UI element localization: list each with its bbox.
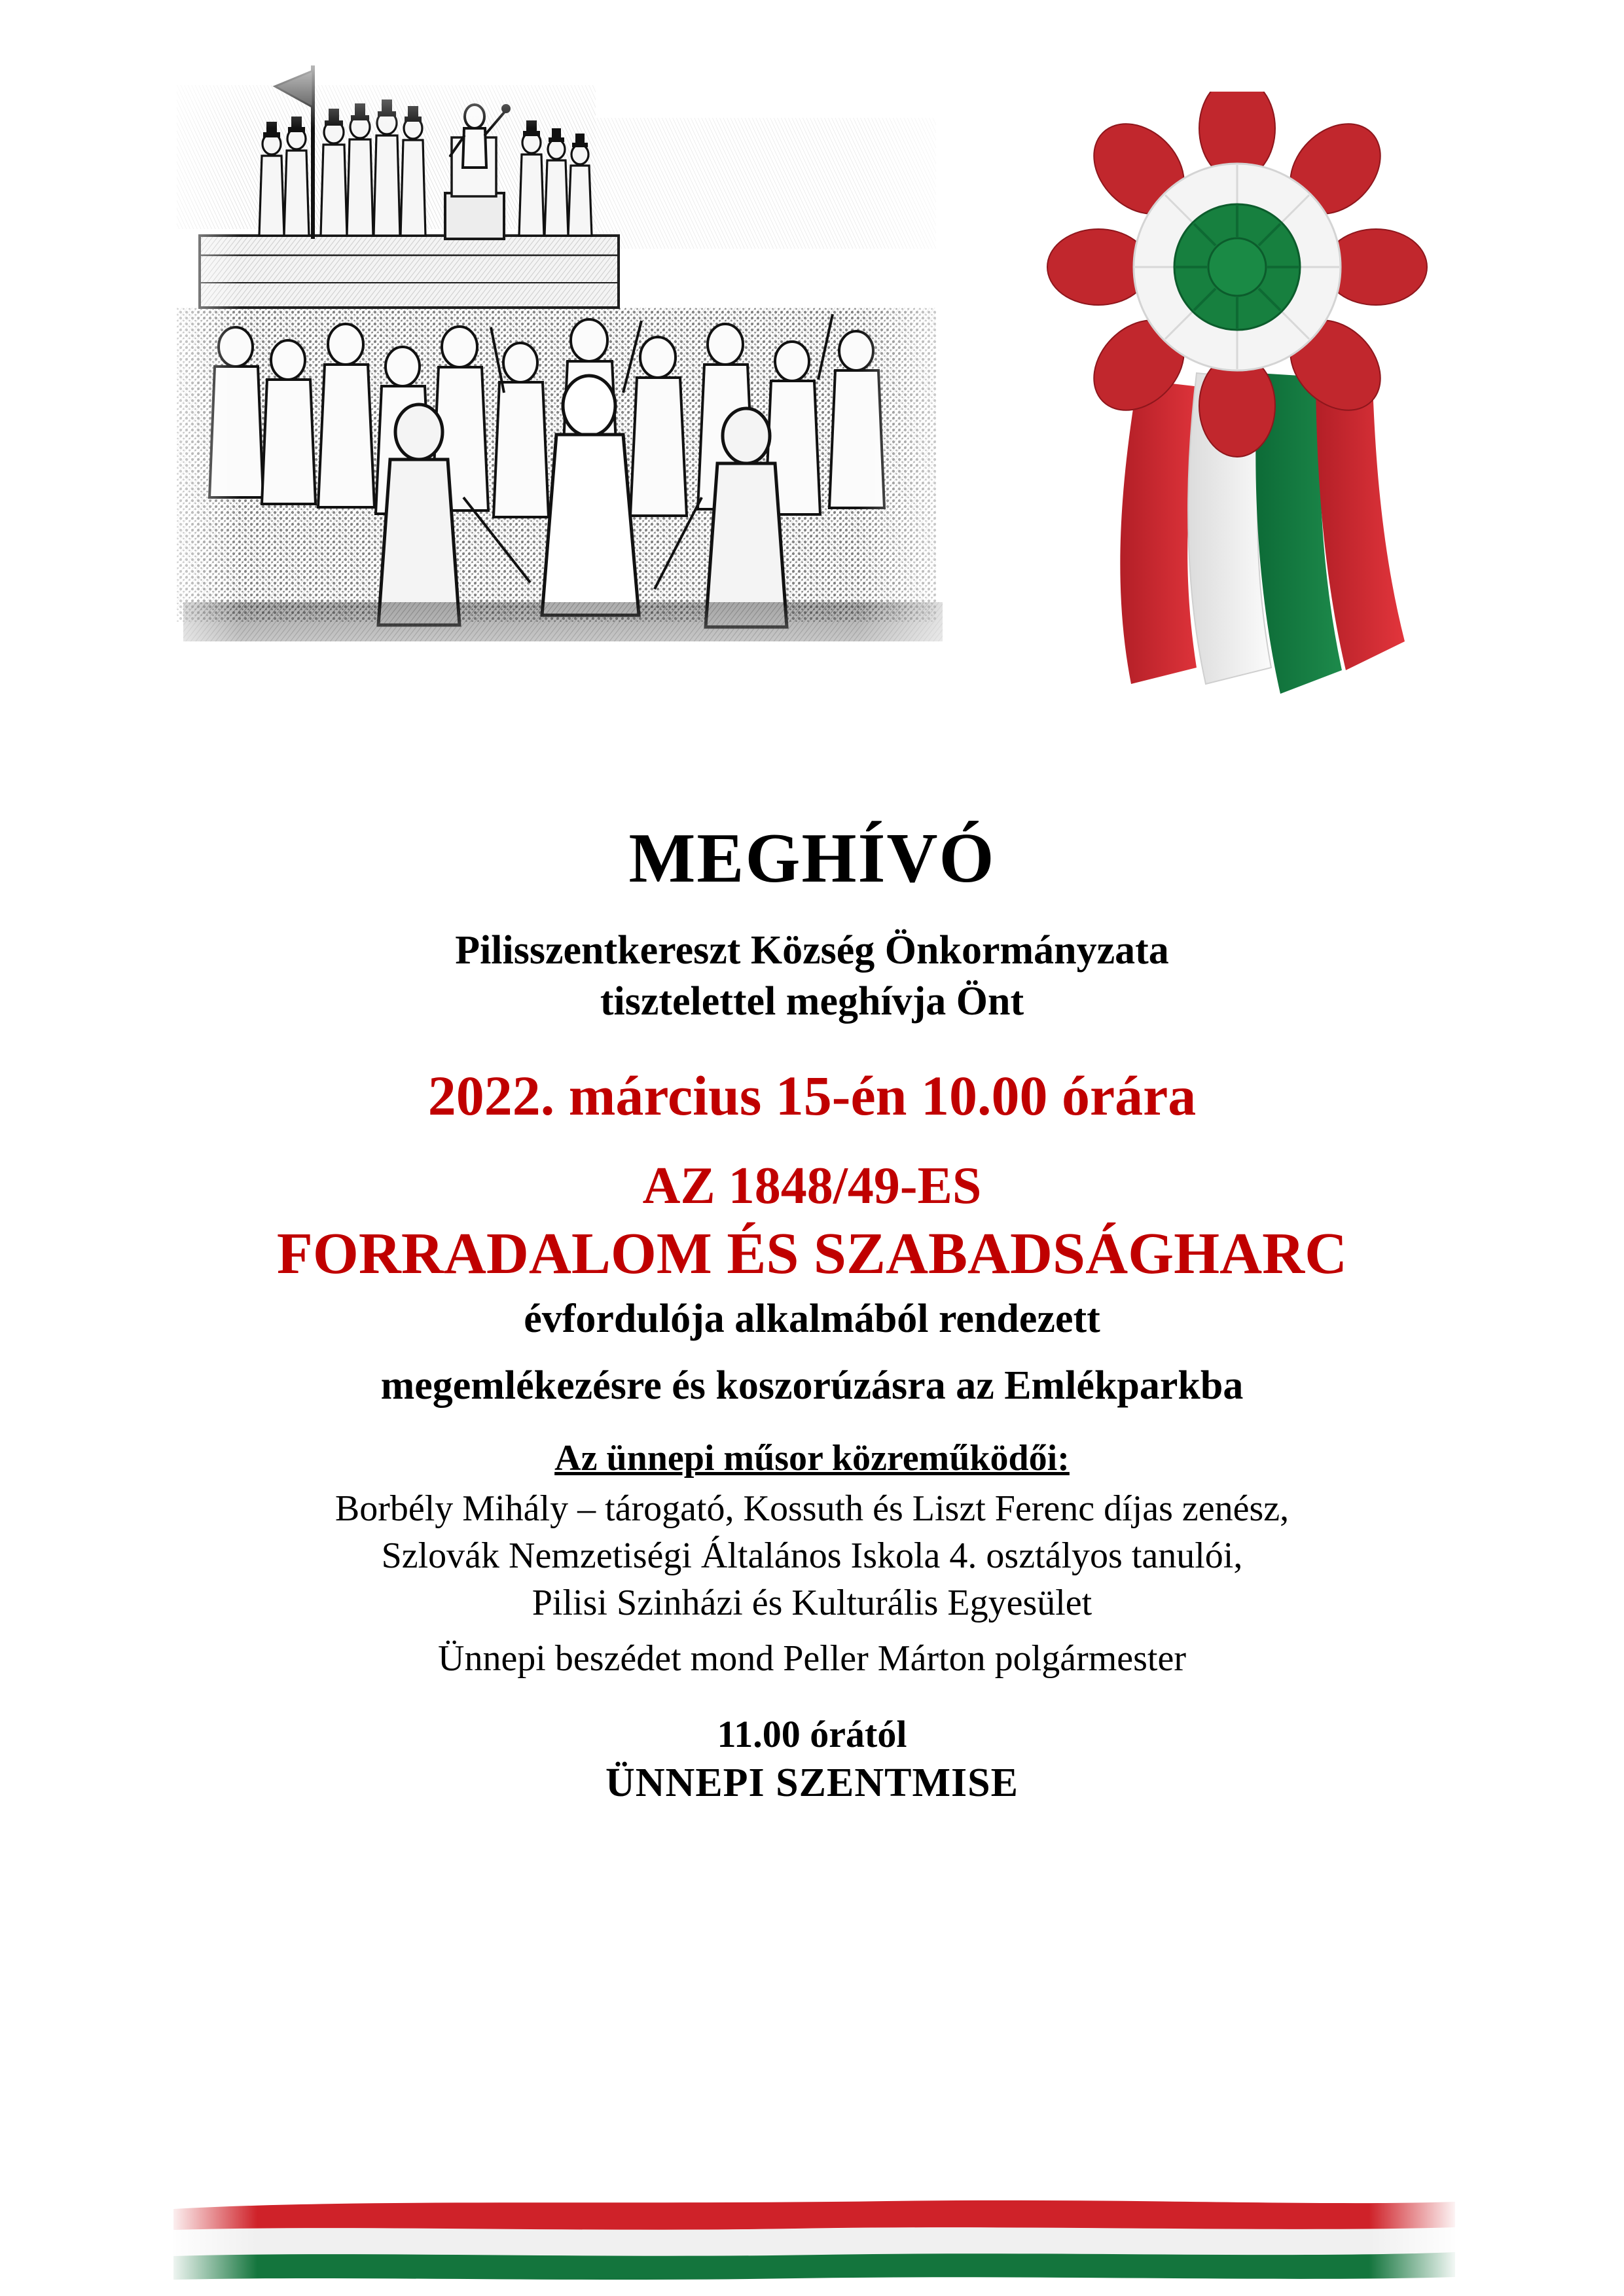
performer-line-3: Pilisi Szinházi és Kulturális Egyesület [532,1582,1092,1623]
event-title-line2: FORRADALOM ÉS SZABADSÁGHARC [276,1221,1348,1286]
performer-line-2: Szlovák Nemzetiségi Általános Iskola 4. osztályos tanulói, [381,1535,1243,1577]
cockade-illustration [1021,92,1440,759]
engraving-illustration [137,39,995,726]
flag-illustration [167,2196,1460,2284]
mass-title: ÜNNEPI SZENTMISE [605,1761,1019,1806]
invitation-line: tisztelettel meghívja Önt [600,978,1024,1024]
poster-text-content [125,821,1500,1806]
performer-line-1: Borbély Mihály – tárogató, Kossuth és Liszt Ferenc díjas zenész, [334,1488,1290,1530]
occasion-line1: évfordulója alkalmából rendezett [524,1297,1100,1342]
historical-engraving-image [137,39,995,726]
event-title-line1: AZ 1848/49-ES [642,1157,982,1215]
organizer-line: Pilisszentkereszt Község Önkormányzata [455,928,1169,973]
hungarian-cockade-image [1021,92,1440,759]
mass-time: 11.00 órától [717,1713,907,1756]
program-heading: Az ünnepi műsor közreműködői: [554,1438,1070,1479]
occasion-line2: megemlékezésre és koszorúzásra az Emlékparkba [380,1363,1244,1408]
poster-artwork [0,0,1624,805]
page-title: MEGHÍVÓ [628,819,996,897]
hungarian-flag-brushstroke [167,2196,1460,2284]
event-date: 2022. március 15-én 10.00 órára [427,1064,1197,1128]
speech-line: Ünnepi beszédet mond Peller Márton polgármester [438,1638,1186,1679]
